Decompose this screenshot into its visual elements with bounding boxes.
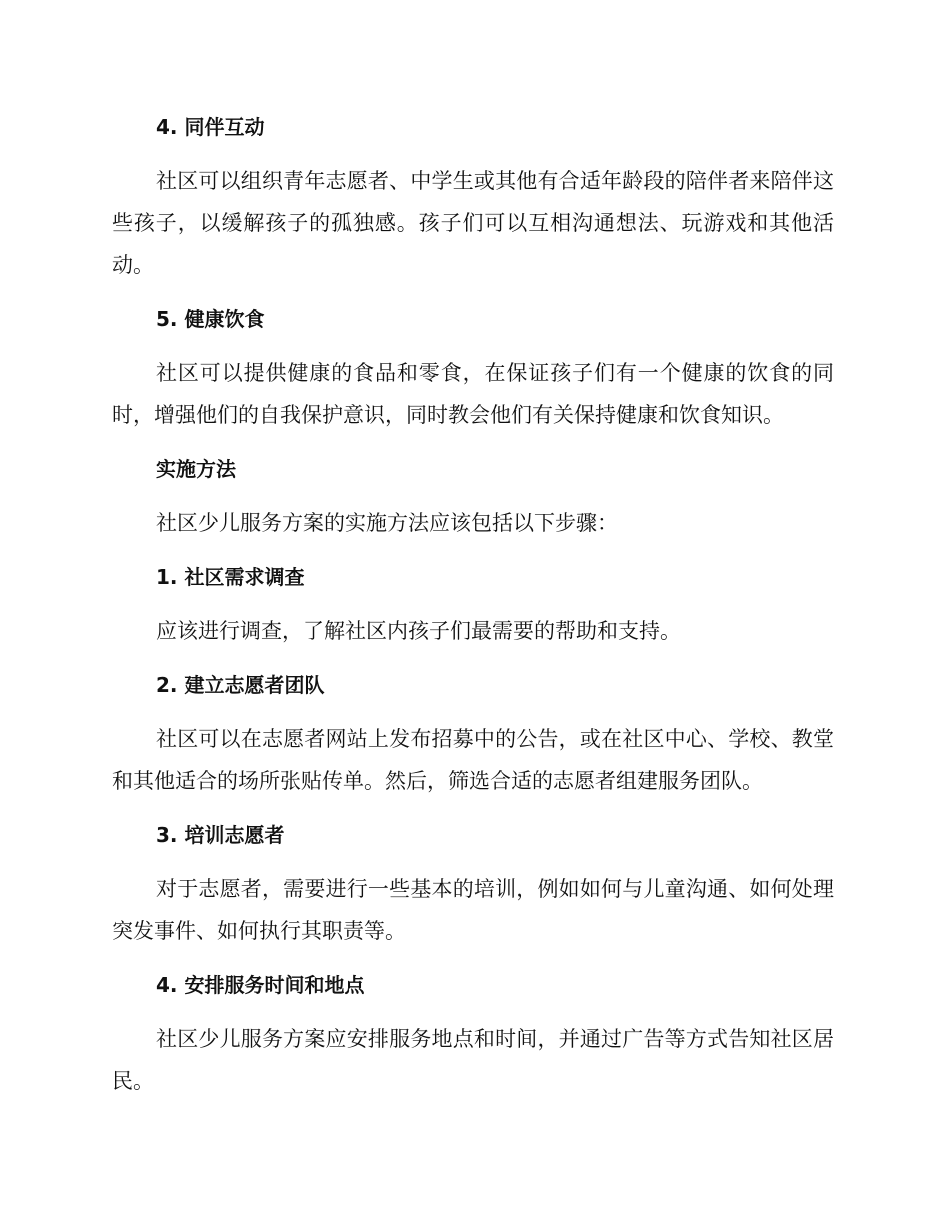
- section-heading-schedule-location: 4. 安排服务时间和地点: [156, 973, 365, 997]
- paragraph-volunteer-training: 对于志愿者，需要进行一些基本的培训，例如如何与儿童沟通、如何处理突发事件、如何执行其职责等。: [112, 877, 834, 943]
- section-heading-peer-interaction: 4. 同伴互动: [156, 115, 265, 139]
- paragraph-healthy-diet: 社区可以提供健康的食品和零食，在保证孩子们有一个健康的饮食的同时，增强他们的自我保护意识，同时教会他们有关保持健康和饮食知识。: [112, 361, 834, 427]
- paragraph-needs-survey: 应该进行调查，了解社区内孩子们最需要的帮助和支持。: [156, 619, 681, 643]
- paragraph-implementation-intro: 社区少儿服务方案的实施方法应该包括以下步骤：: [156, 511, 618, 535]
- section-heading-needs-survey: 1. 社区需求调查: [156, 565, 305, 589]
- paragraph-volunteer-team: 社区可以在志愿者网站上发布招募中的公告，或在社区中心、学校、教堂和其他适合的场所张贴传单。然后，筛选合适的志愿者组建服务团队。: [112, 727, 834, 793]
- section-heading-volunteer-team: 2. 建立志愿者团队: [156, 673, 325, 697]
- section-heading-healthy-diet: 5. 健康饮食: [156, 307, 265, 331]
- paragraph-schedule-location: 社区少儿服务方案应安排服务地点和时间，并通过广告等方式告知社区居民。: [112, 1027, 834, 1093]
- section-heading-implementation: 实施方法: [156, 457, 236, 481]
- paragraph-peer-interaction: 社区可以组织青年志愿者、中学生或其他有合适年龄段的陪伴者来陪伴这些孩子，以缓解孩子的孤独感。孩子们可以互相沟通想法、玩游戏和其他活动。: [112, 169, 834, 277]
- section-heading-volunteer-training: 3. 培训志愿者: [156, 823, 285, 847]
- document-body: [112, 106, 834, 1102]
